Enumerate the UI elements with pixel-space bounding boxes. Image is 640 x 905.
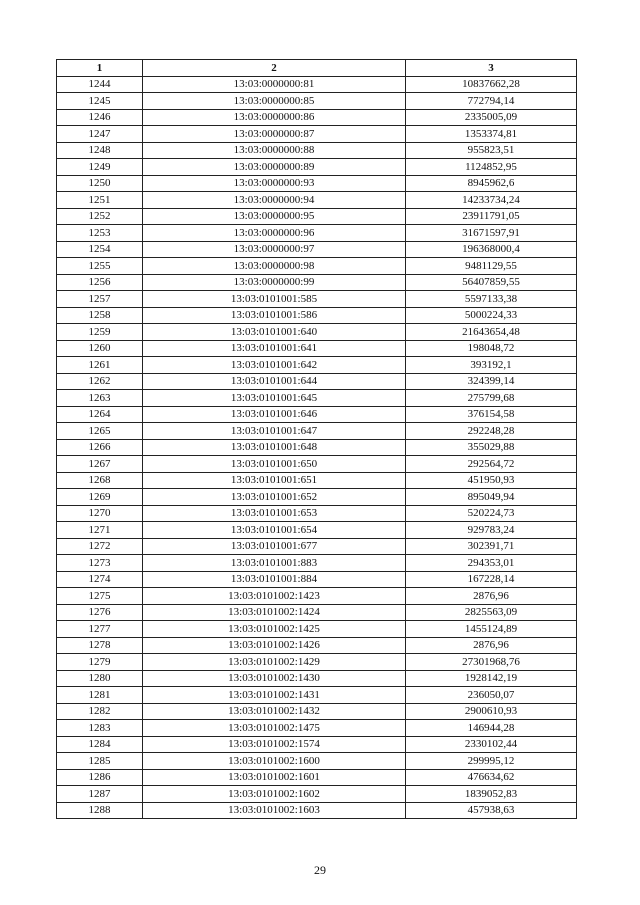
value-cell: 451950,93 <box>406 472 577 489</box>
cadastral-number-cell: 13:03:0101001:640 <box>143 324 406 341</box>
page-number: 29 <box>314 863 326 877</box>
value-cell: 772794,14 <box>406 93 577 110</box>
cadastral-number-cell: 13:03:0101001:652 <box>143 489 406 506</box>
value-cell: 1353374,81 <box>406 126 577 143</box>
row-number-cell: 1271 <box>57 522 143 539</box>
row-number-cell: 1257 <box>57 291 143 308</box>
cadastral-number-cell: 13:03:0000000:88 <box>143 142 406 159</box>
table-row <box>57 720 577 737</box>
row-number-cell: 1281 <box>57 687 143 704</box>
row-number-cell: 1282 <box>57 703 143 720</box>
cadastral-number-cell: 13:03:0000000:95 <box>143 208 406 225</box>
table-row <box>57 621 577 638</box>
row-number-cell: 1258 <box>57 307 143 324</box>
column-header-number: 1 <box>57 60 143 77</box>
cadastral-number-cell: 13:03:0101002:1600 <box>143 753 406 770</box>
row-number-cell: 1270 <box>57 505 143 522</box>
table-row <box>57 522 577 539</box>
value-cell: 955823,51 <box>406 142 577 159</box>
value-cell: 196368000,4 <box>406 241 577 258</box>
value-cell: 476634,62 <box>406 769 577 786</box>
value-cell: 21643654,48 <box>406 324 577 341</box>
table-body <box>57 76 577 819</box>
value-cell: 9481129,55 <box>406 258 577 275</box>
value-cell: 292248,28 <box>406 423 577 440</box>
cadastral-number-cell: 13:03:0101002:1603 <box>143 802 406 819</box>
value-cell: 929783,24 <box>406 522 577 539</box>
row-number-cell: 1273 <box>57 555 143 572</box>
cadastral-number-cell: 13:03:0101002:1601 <box>143 769 406 786</box>
cadastral-value-table <box>56 59 577 819</box>
value-cell: 520224,73 <box>406 505 577 522</box>
value-cell: 8945962,6 <box>406 175 577 192</box>
table-row <box>57 571 577 588</box>
value-cell: 355029,88 <box>406 439 577 456</box>
row-number-cell: 1288 <box>57 802 143 819</box>
row-number-cell: 1276 <box>57 604 143 621</box>
row-number-cell: 1280 <box>57 670 143 687</box>
cadastral-number-cell: 13:03:0000000:89 <box>143 159 406 176</box>
row-number-cell: 1250 <box>57 175 143 192</box>
value-cell: 299995,12 <box>406 753 577 770</box>
row-number-cell: 1274 <box>57 571 143 588</box>
cadastral-number-cell: 13:03:0000000:87 <box>143 126 406 143</box>
cadastral-number-cell: 13:03:0000000:96 <box>143 225 406 242</box>
row-number-cell: 1244 <box>57 76 143 93</box>
row-number-cell: 1266 <box>57 439 143 456</box>
value-cell: 294353,01 <box>406 555 577 572</box>
cadastral-number-cell: 13:03:0101001:883 <box>143 555 406 572</box>
value-cell: 2876,96 <box>406 588 577 605</box>
cadastral-number-cell: 13:03:0101001:642 <box>143 357 406 374</box>
cadastral-number-cell: 13:03:0000000:94 <box>143 192 406 209</box>
value-cell: 5597133,38 <box>406 291 577 308</box>
column-header-value: 3 <box>406 60 577 77</box>
row-number-cell: 1269 <box>57 489 143 506</box>
row-number-cell: 1254 <box>57 241 143 258</box>
cadastral-number-cell: 13:03:0000000:86 <box>143 109 406 126</box>
table-header-row <box>57 60 577 77</box>
cadastral-number-cell: 13:03:0101001:884 <box>143 571 406 588</box>
value-cell: 146944,28 <box>406 720 577 737</box>
table-row <box>57 175 577 192</box>
table-row <box>57 373 577 390</box>
row-number-cell: 1251 <box>57 192 143 209</box>
cadastral-number-cell: 13:03:0101001:647 <box>143 423 406 440</box>
value-cell: 2825563,09 <box>406 604 577 621</box>
table-row <box>57 687 577 704</box>
row-number-cell: 1267 <box>57 456 143 473</box>
row-number-cell: 1261 <box>57 357 143 374</box>
value-cell: 376154,58 <box>406 406 577 423</box>
value-cell: 27301968,76 <box>406 654 577 671</box>
table-row <box>57 126 577 143</box>
table-row <box>57 76 577 93</box>
table-row <box>57 489 577 506</box>
value-cell: 324399,14 <box>406 373 577 390</box>
value-cell: 1455124,89 <box>406 621 577 638</box>
table-row <box>57 208 577 225</box>
cadastral-number-cell: 13:03:0000000:93 <box>143 175 406 192</box>
row-number-cell: 1277 <box>57 621 143 638</box>
cadastral-number-cell: 13:03:0101001:648 <box>143 439 406 456</box>
table-row <box>57 588 577 605</box>
column-header-cadastral-number: 2 <box>143 60 406 77</box>
value-cell: 302391,71 <box>406 538 577 555</box>
value-cell: 167228,14 <box>406 571 577 588</box>
table-row <box>57 703 577 720</box>
row-number-cell: 1286 <box>57 769 143 786</box>
value-cell: 895049,94 <box>406 489 577 506</box>
cadastral-number-cell: 13:03:0000000:81 <box>143 76 406 93</box>
row-number-cell: 1279 <box>57 654 143 671</box>
cadastral-number-cell: 13:03:0101002:1432 <box>143 703 406 720</box>
value-cell: 2900610,93 <box>406 703 577 720</box>
value-cell: 275799,68 <box>406 390 577 407</box>
row-number-cell: 1260 <box>57 340 143 357</box>
cadastral-number-cell: 13:03:0101001:585 <box>143 291 406 308</box>
table-row <box>57 637 577 654</box>
row-number-cell: 1246 <box>57 109 143 126</box>
table-row <box>57 258 577 275</box>
value-cell: 1124852,95 <box>406 159 577 176</box>
cadastral-number-cell: 13:03:0101001:651 <box>143 472 406 489</box>
row-number-cell: 1284 <box>57 736 143 753</box>
value-cell: 5000224,33 <box>406 307 577 324</box>
cadastral-number-cell: 13:03:0101002:1431 <box>143 687 406 704</box>
table-row <box>57 472 577 489</box>
table-row <box>57 324 577 341</box>
table-row <box>57 357 577 374</box>
row-number-cell: 1259 <box>57 324 143 341</box>
table-row <box>57 159 577 176</box>
value-cell: 56407859,55 <box>406 274 577 291</box>
table-row <box>57 604 577 621</box>
cadastral-number-cell: 13:03:0000000:97 <box>143 241 406 258</box>
row-number-cell: 1283 <box>57 720 143 737</box>
table-row <box>57 555 577 572</box>
table-row <box>57 340 577 357</box>
value-cell: 1839052,83 <box>406 786 577 803</box>
cadastral-number-cell: 13:03:0101002:1574 <box>143 736 406 753</box>
cadastral-number-cell: 13:03:0101002:1426 <box>143 637 406 654</box>
value-cell: 2335005,09 <box>406 109 577 126</box>
cadastral-number-cell: 13:03:0101002:1475 <box>143 720 406 737</box>
value-cell: 2330102,44 <box>406 736 577 753</box>
row-number-cell: 1265 <box>57 423 143 440</box>
table-row <box>57 291 577 308</box>
cadastral-number-cell: 13:03:0101002:1424 <box>143 604 406 621</box>
value-cell: 393192,1 <box>406 357 577 374</box>
table-row <box>57 670 577 687</box>
cadastral-number-cell: 13:03:0101001:650 <box>143 456 406 473</box>
table-row <box>57 505 577 522</box>
row-number-cell: 1263 <box>57 390 143 407</box>
cadastral-number-cell: 13:03:0101002:1602 <box>143 786 406 803</box>
row-number-cell: 1278 <box>57 637 143 654</box>
row-number-cell: 1253 <box>57 225 143 242</box>
cadastral-number-cell: 13:03:0000000:85 <box>143 93 406 110</box>
table-row <box>57 439 577 456</box>
table-row <box>57 786 577 803</box>
row-number-cell: 1275 <box>57 588 143 605</box>
table-row <box>57 307 577 324</box>
cadastral-number-cell: 13:03:0101001:677 <box>143 538 406 555</box>
cadastral-number-cell: 13:03:0101001:644 <box>143 373 406 390</box>
value-cell: 236050,07 <box>406 687 577 704</box>
row-number-cell: 1245 <box>57 93 143 110</box>
row-number-cell: 1249 <box>57 159 143 176</box>
cadastral-number-cell: 13:03:0101001:653 <box>143 505 406 522</box>
cadastral-number-cell: 13:03:0101001:645 <box>143 390 406 407</box>
table-row <box>57 802 577 819</box>
table-row <box>57 456 577 473</box>
table-row <box>57 241 577 258</box>
value-cell: 198048,72 <box>406 340 577 357</box>
value-cell: 2876,96 <box>406 637 577 654</box>
value-cell: 292564,72 <box>406 456 577 473</box>
table-row <box>57 93 577 110</box>
value-cell: 1928142,19 <box>406 670 577 687</box>
cadastral-number-cell: 13:03:0000000:98 <box>143 258 406 275</box>
table-row <box>57 225 577 242</box>
cadastral-number-cell: 13:03:0000000:99 <box>143 274 406 291</box>
table-row <box>57 274 577 291</box>
row-number-cell: 1256 <box>57 274 143 291</box>
table-row <box>57 142 577 159</box>
cadastral-number-cell: 13:03:0101002:1423 <box>143 588 406 605</box>
table-row <box>57 423 577 440</box>
cadastral-number-cell: 13:03:0101002:1425 <box>143 621 406 638</box>
row-number-cell: 1247 <box>57 126 143 143</box>
value-cell: 457938,63 <box>406 802 577 819</box>
cadastral-number-cell: 13:03:0101002:1430 <box>143 670 406 687</box>
table-row <box>57 736 577 753</box>
value-cell: 14233734,24 <box>406 192 577 209</box>
row-number-cell: 1285 <box>57 753 143 770</box>
table-row <box>57 390 577 407</box>
table-row <box>57 654 577 671</box>
row-number-cell: 1248 <box>57 142 143 159</box>
row-number-cell: 1255 <box>57 258 143 275</box>
table-row <box>57 769 577 786</box>
value-cell: 23911791,05 <box>406 208 577 225</box>
value-cell: 31671597,91 <box>406 225 577 242</box>
row-number-cell: 1252 <box>57 208 143 225</box>
table-row <box>57 538 577 555</box>
cadastral-number-cell: 13:03:0101002:1429 <box>143 654 406 671</box>
cadastral-number-cell: 13:03:0101001:654 <box>143 522 406 539</box>
cadastral-number-cell: 13:03:0101001:646 <box>143 406 406 423</box>
row-number-cell: 1268 <box>57 472 143 489</box>
row-number-cell: 1287 <box>57 786 143 803</box>
table-row <box>57 753 577 770</box>
row-number-cell: 1272 <box>57 538 143 555</box>
row-number-cell: 1262 <box>57 373 143 390</box>
cadastral-number-cell: 13:03:0101001:641 <box>143 340 406 357</box>
table-row <box>57 109 577 126</box>
value-cell: 10837662,28 <box>406 76 577 93</box>
cadastral-number-cell: 13:03:0101001:586 <box>143 307 406 324</box>
table-row <box>57 406 577 423</box>
table-row <box>57 192 577 209</box>
row-number-cell: 1264 <box>57 406 143 423</box>
